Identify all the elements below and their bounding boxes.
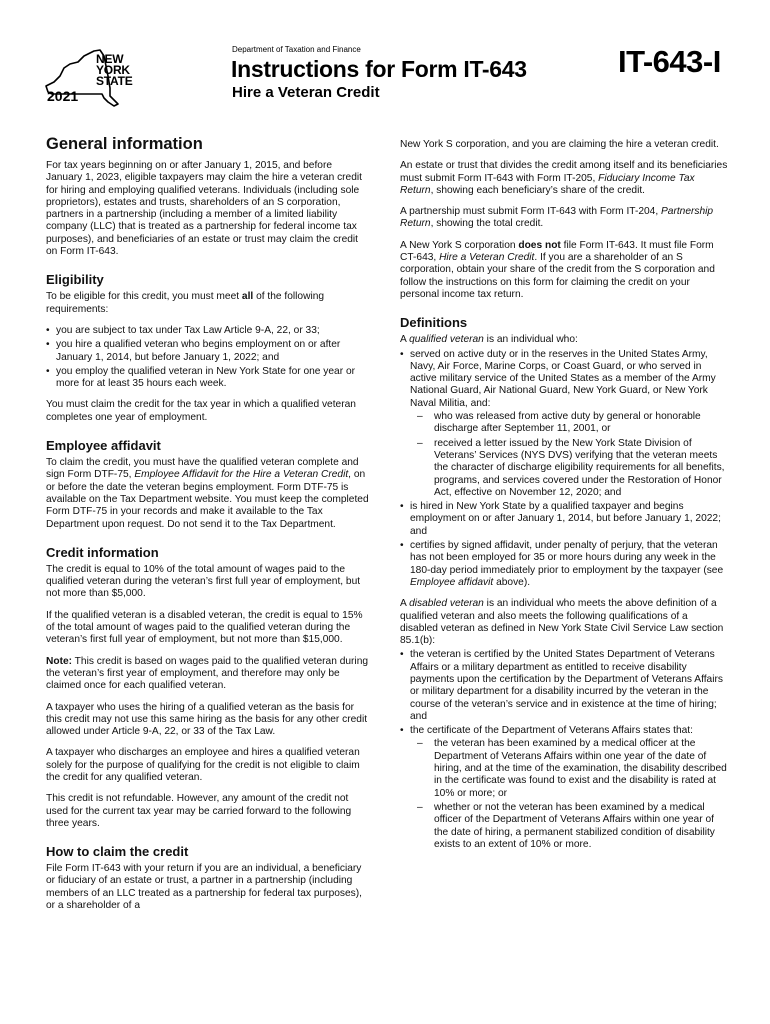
form-number: IT-643-I <box>618 44 721 79</box>
eligibility-claim-year: You must claim the credit for the tax year in which a qualified veteran completes one year of employment. <box>46 399 356 423</box>
right-column <box>400 139 728 860</box>
discharge-text: A taxpayer who discharges an employee and hires a qualified veteran solely for the purpose of qualifying for the credit is not eligible to claim the credit for any qualified veteran. <box>46 747 360 783</box>
qualified-veteran-intro: A qualified veteran is an individual who: <box>400 334 578 346</box>
general-information-heading: General information <box>46 135 203 153</box>
left-column <box>46 134 371 921</box>
list-item: – who was released from active duty by general or honorable discharge after September 11, 2001, or <box>410 411 728 436</box>
how-to-claim-heading: How to claim the credit <box>46 844 189 860</box>
how-to-claim-continued: New York S corporation, and you are claiming the hire a veteran credit. <box>400 139 719 150</box>
section-employee-affidavit <box>46 438 371 531</box>
tax-year: 2021 <box>47 88 79 104</box>
logo-wordmark <box>96 54 133 87</box>
list-item: • certifies by signed affidavit, under penalty of perjury, that the veteran has not been employed for 35 or more hours during any week in the 180-day period immediately prior to employment by the taxpayer (see Employee affidavit above). <box>400 540 728 589</box>
list-item: • served on active duty or in the reserves in the United States Army, Navy, Air Force, Marine Corps, or Coast Guard, or who served in active military service of the United States as a member of the Army National Guard, Air National Guard, New York Guard, or New York Naval Militia, and: – who was released from active duty by general or honorable discharge after September 11, 2001, or – received a letter issued by the New York State Division of Veterans’ Services (NYS DVS) verifying that the veteran meets the character of discharge eligibility requirements for all benefits, programs, and services covered under the Restoration of Honor Act, effective on November 12, 2020; and <box>400 349 728 500</box>
list-item: • the veteran is certified by the United States Department of Veterans Affairs or a military department as entitled to receive disability payments upon the certification by the Department of Veterans Affairs or military department for a disability incurred by the veteran in the course of the veteran’s service and in existence at the time of hiring; and <box>400 649 728 723</box>
partnership-text: A partnership must submit Form IT-643 with Form IT-204, Partnership Return, showing the total credit. <box>400 206 714 230</box>
section-general-information <box>46 134 371 258</box>
page-subtitle: Hire a Veteran Credit <box>232 84 380 101</box>
department-name: Department of Taxation and Finance <box>232 45 361 54</box>
logo-line-state: STATE <box>96 74 133 88</box>
disabled-veteran-rate-text: If the qualified veteran is a disabled veteran, the credit is equal to 15% of the total amount of wages paid to the qualified veteran during the veteran’s first full year of employment, but not more than $15,000. <box>46 609 363 646</box>
list-item: • is hired in New York State by a qualified taxpayer and begins employment on or after January 1, 2014, but before January 1, 2022; and <box>400 501 728 538</box>
section-eligibility <box>46 272 371 424</box>
list-item: – the veteran has been examined by a medical officer at the Department of Veterans Affairs within one year of the date of hiring, and at the time of the examination, the disability described in the certificate was found to exist and the disability is rated at 10% or more; or <box>410 738 728 799</box>
how-to-claim-text: File Form IT-643 with your return if you are an individual, a beneficiary or fiduciary of an estate or trust, a partner in a partnership (including members of an LLC treated as a partnership for federal tax purposes), or a shareholder of a <box>46 863 362 912</box>
qualified-veteran-list <box>400 349 728 590</box>
nys-logo <box>44 48 159 110</box>
definitions-heading: Definitions <box>400 315 468 331</box>
carryforward-text: This credit is not refundable. However, any amount of the credit not used for the current tax year may be carried forward to the following three years. <box>46 793 352 829</box>
certificate-sublist <box>410 738 728 851</box>
general-information-text: For tax years beginning on or after January 1, 2015, and before January 1, 2023, eligible taxpayers may claim the hire a veteran credit for hiring and employing qualified veterans. Individuals (including sole proprietors), estates and trusts, shareholders of an S corporation, partners in a partnership (including a member of a limited liability company (LLC) that is treated as a partnership for federal income tax purposes), and beneficiaries of an estate or trust may claim the credit on Form IT-643. <box>46 160 362 258</box>
disabled-veteran-list <box>400 649 728 851</box>
discharge-sublist <box>410 411 728 499</box>
logo-line-new: NEW <box>96 52 124 66</box>
page-header <box>0 0 770 120</box>
section-definitions <box>400 315 728 851</box>
credit-rate-text: The credit is equal to 10% of the total amount of wages paid to the qualified veteran during the veteran’s first full year of employment, but not more than $5,000. <box>46 563 361 600</box>
section-credit-information <box>46 545 371 830</box>
list-item: – received a letter issued by the New York State Division of Veterans’ Services (NYS DVS) verifying that the veteran meets the character of discharge eligibility requirements for all benefits, programs, and services covered under the Restoration of Honor Act, effective on November 12, 2020; and <box>410 438 728 499</box>
list-item: • you are subject to tax under Tax Law Article 9-A, 22, or 33; <box>46 325 371 337</box>
employee-affidavit-text: To claim the credit, you must have the qualified veteran complete and sign Form DTF-75, Employee Affidavit for the Hire a Veteran Credit, on or before the date the veteran begins employment. Form DTF-75 is available on the Tax Department website. You must keep the completed Form DTF-75 in your records and make it available to the Tax Department upon request. Do not send it to the Tax Department. <box>46 457 369 530</box>
eligibility-heading: Eligibility <box>46 272 104 288</box>
eligibility-intro: To be eligible for this credit, you must meet all of the following requirements: <box>46 291 325 315</box>
employee-affidavit-heading: Employee affidavit <box>46 438 161 454</box>
section-how-to-claim <box>46 844 371 912</box>
estate-trust-text: An estate or trust that divides the credit among itself and its beneficiaries must submit Form IT-643 with Form IT-205, Fiduciary Income Tax Return, showing each beneficiary’s share of the credit. <box>400 160 728 196</box>
same-hiring-text: A taxpayer who uses the hiring of a qualified veteran as the basis for this credit may not use this same hiring as the basis for any other credit allowed under Article 9-A, 22, or 33 of the Tax Law. <box>46 701 368 738</box>
eligibility-list <box>46 325 371 390</box>
list-item: • you employ the qualified veteran in New York State for one year or more for at least 35 hours each week. <box>46 366 371 391</box>
logo-line-york: YORK <box>96 63 130 77</box>
disabled-veteran-intro: A disabled veteran is an individual who meets the above definition of a qualified veteran and also meets the following qualifications of a disabled veteran as defined in New York State Civil Service Law section 85.1(b): <box>400 598 724 647</box>
list-item: • you hire a qualified veteran who begins employment on or after January 1, 2014, but before January 1, 2022; and <box>46 339 371 364</box>
list-item: – whether or not the veteran has been examined by a medical officer of the Department of Veterans Affairs within one year of the date of hiring, a permanent stabilized condition of disability exists to an extent of 10% or more. <box>410 802 728 851</box>
credit-information-heading: Credit information <box>46 544 159 560</box>
list-item: • the certificate of the Department of Veterans Affairs states that: – the veteran has been examined by a medical officer at the Department of Veterans Affairs within one year of the date of hiring, and at the time of the examination, the disability described in the certificate was found to exist and the disability is rated at 10% or more; or – whether or not the veteran has been examined by a medical officer of the Department of Veterans Affairs within one year of the date of hiring, a permanent stabilized condition of disability exists to an extent of 10% or more. <box>400 725 728 851</box>
s-corporation-text: A New York S corporation does not file Form IT-643. It must file Form CT-643, Hire a Veteran Credit. If you are a shareholder of an S corporation, obtain your share of the credit from the S corporation and follow the instructions on this form for claiming the credit on your personal income tax return. <box>400 239 715 300</box>
credit-note: Note: This credit is based on wages paid to the qualified veteran during the veteran’s first year of employment, and therefore may only be claimed once for each qualified veteran. <box>46 655 369 692</box>
page-title: Instructions for Form IT-643 <box>231 56 527 82</box>
